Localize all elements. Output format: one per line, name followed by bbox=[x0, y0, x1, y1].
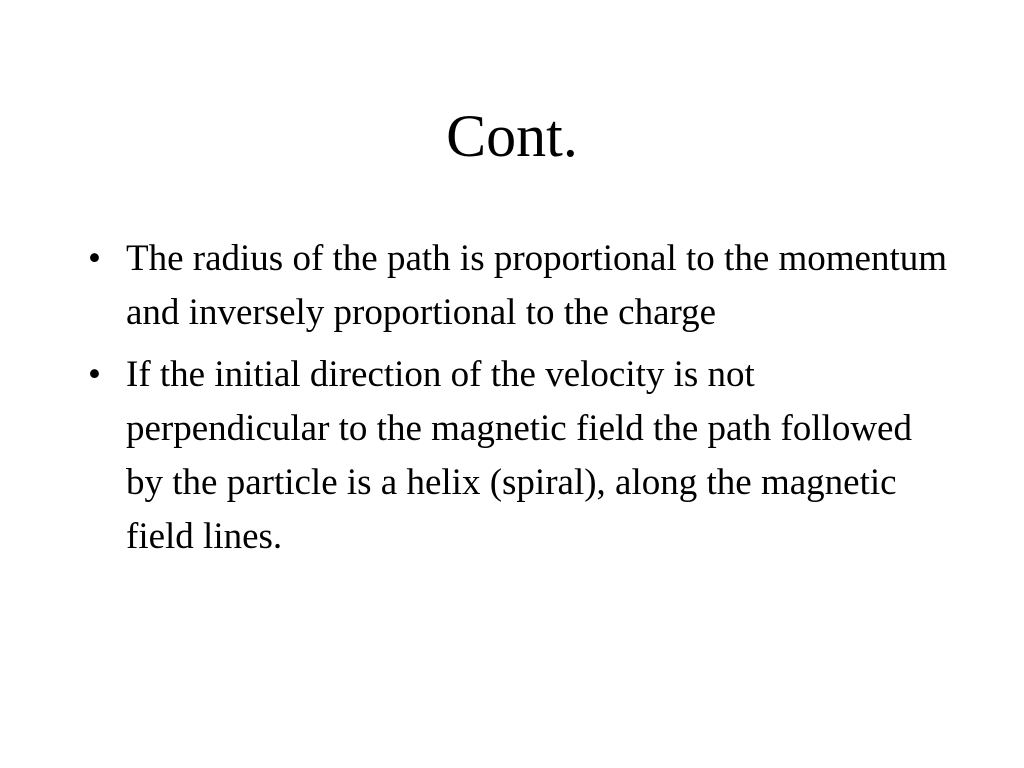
bullet-item bbox=[88, 348, 948, 564]
bullet-text: If the initial direction of the velocity is not perpendicular to the magnetic field the path followed by the particle is a helix (spiral), along the magnetic field lines. bbox=[126, 354, 912, 557]
bullet-marker: • bbox=[88, 354, 101, 395]
bullet-item bbox=[88, 232, 948, 340]
slide-title: Cont. bbox=[446, 103, 578, 169]
bullet-list bbox=[88, 232, 948, 572]
bullet-marker: • bbox=[88, 238, 101, 279]
bullet-text: The radius of the path is proportional to the momentum and inversely proportional to the charge bbox=[126, 238, 948, 333]
